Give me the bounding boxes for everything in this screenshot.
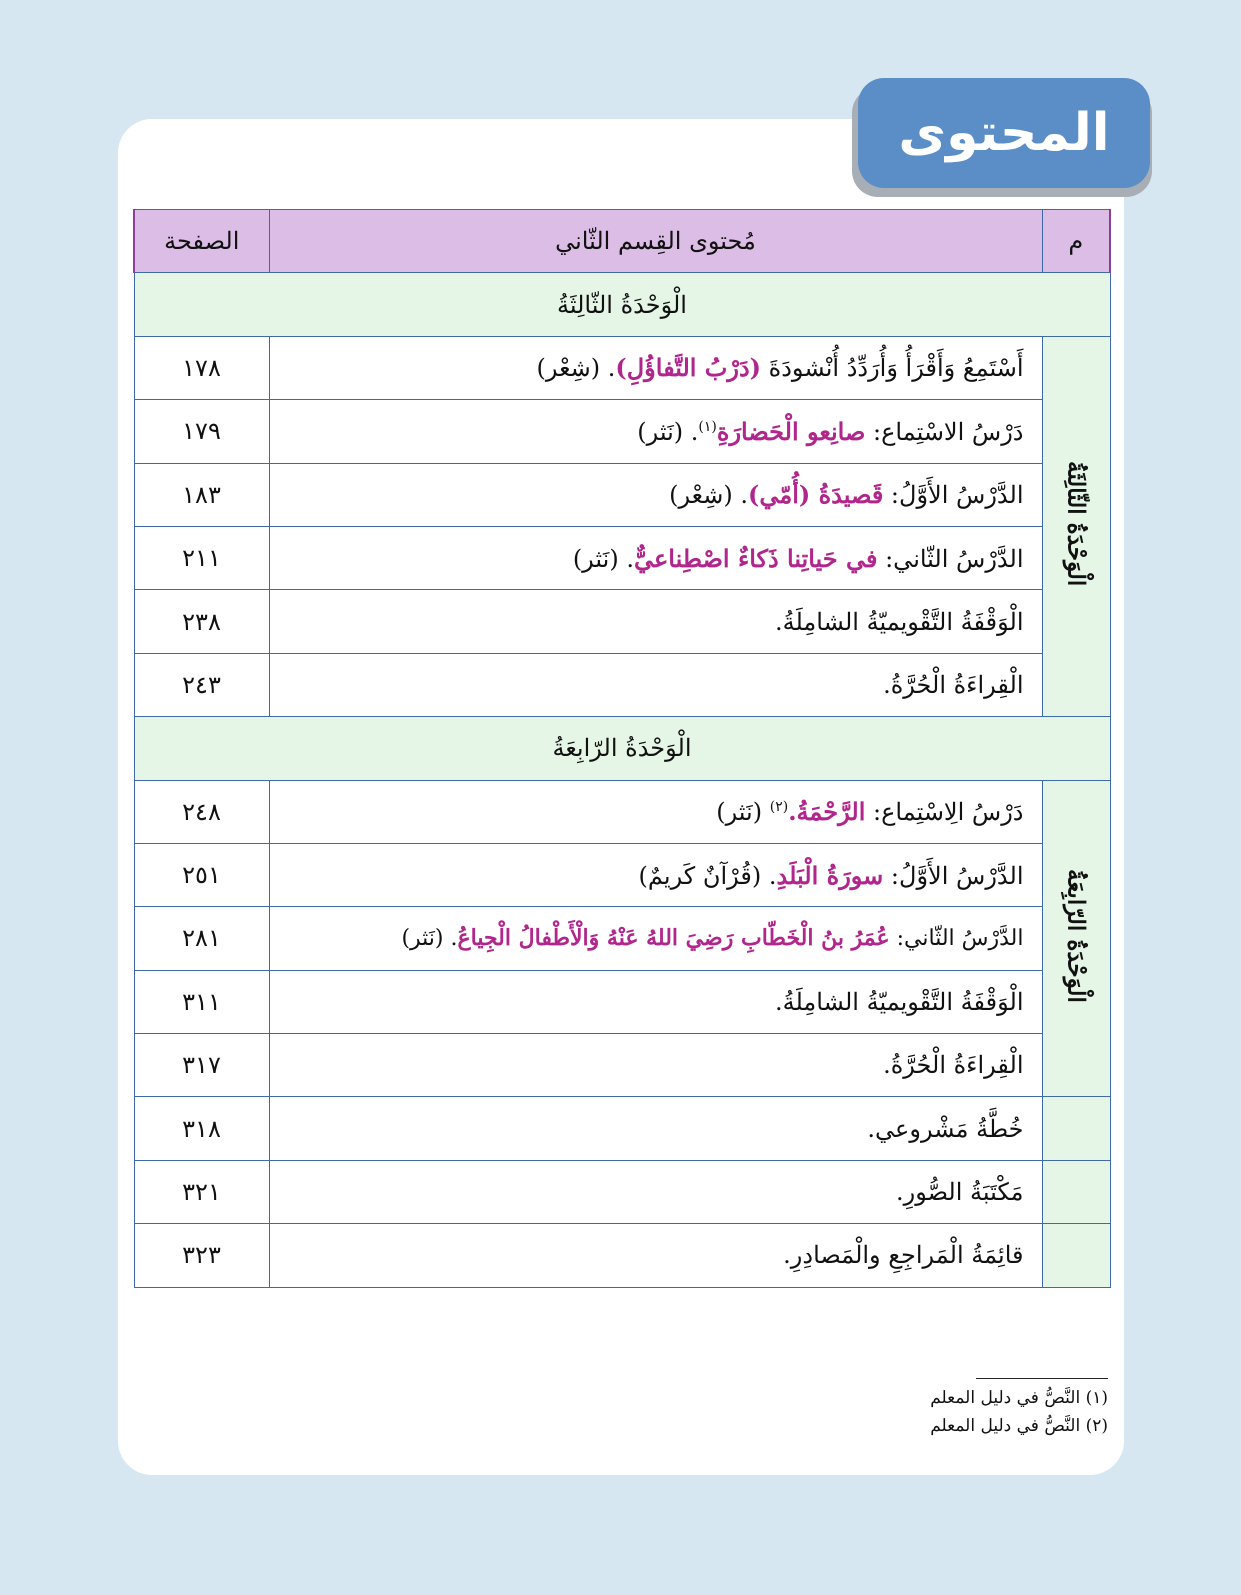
table-row [134,1034,1110,1097]
page-number: ٣١١ [134,970,269,1033]
lesson-highlight: صانِعو الْحَضارَةِ [716,416,866,446]
lesson-prefix: الدَّرْسُ الأَوَّلُ: [883,861,1024,890]
page-number: ٢٤٨ [134,780,269,843]
lesson-prefix: الدَّرْسُ الأَوَّلُ: [883,481,1024,510]
table-row [134,1097,1110,1160]
lesson-title[interactable]: الْقِراءَةُ الْحُرَّةُ. [269,1034,1042,1097]
table-row [134,590,1110,653]
lesson-title[interactable] [269,843,1042,906]
lesson-prefix: دَرْسُ الِاسْتِماع: [865,798,1024,827]
footnote-ref: (١) [698,418,717,435]
lesson-prefix: أَسْتَمِعُ وَأَقْرَأُ وَأُرَدِّدُ أُنْشودَةَ [761,354,1024,383]
lesson-highlight: سورَةُ الْبَلَدِ [776,860,884,890]
lesson-title[interactable] [269,907,1042,970]
lesson-title[interactable] [269,780,1042,843]
table-row [134,1224,1110,1287]
lesson-title[interactable] [269,463,1042,526]
lesson-highlight: الرَّحْمَةُ. [788,797,866,827]
header-page: الصفحة [134,210,269,273]
unit-band: الْوَحْدَةُ الرّابِعَةُ [134,717,1110,780]
table-row [134,526,1110,589]
header-index: م [1042,210,1110,273]
lesson-suffix: . (نَثر) [401,926,458,952]
table-row [134,463,1110,526]
footnote-ref: (٢) [769,799,789,816]
empty-index-cell [1042,1224,1110,1287]
unit-band-row [134,717,1110,780]
footnote-divider [976,1378,1108,1379]
unit-side-label-text: الْوَحْدَةُ الرّابِعَةُ [1062,868,1090,1003]
lesson-title[interactable] [269,526,1042,589]
page-number: ٢٨١ [134,907,269,970]
page-number: ١٨٣ [134,463,269,526]
lesson-suffix: . (شِعْر) [669,481,748,510]
lesson-highlight: في حَياتِنا ذَكاءٌ اصْطِناعيٌّ [633,543,878,573]
lesson-suffix: . (نَثر) [572,544,634,573]
lesson-prefix: دَرْسُ الاسْتِماع: [865,417,1024,446]
empty-index-cell [1042,1160,1110,1223]
table-row [134,780,1110,843]
unit-band-row [134,273,1110,336]
lesson-title[interactable]: الْقِراءَةُ الْحُرَّةُ. [269,653,1042,716]
lesson-highlight: عُمَرُ بنُ الْخَطّابِ رَضِيَ اللهُ عَنْهُ وَالْأَطْفالُ الْجِياعُ [457,925,890,952]
footnotes [708,1384,1108,1440]
table-row [134,336,1110,399]
unit-band: الْوَحْدَةُ الثّالِثَةُ [134,273,1110,336]
unit-side-label-text: الْوَحْدَةُ الثّالِثَةُ [1062,460,1090,587]
appendix-title[interactable]: قائِمَةُ الْمَراجِعِ والْمَصادِرِ. [269,1224,1042,1287]
table-row [134,400,1110,463]
page-number: ٢٥١ [134,843,269,906]
contents-table [133,209,1111,1288]
page-number: ٢١١ [134,526,269,589]
lesson-prefix: الدَّرْسُ الثّاني: [877,544,1024,573]
appendix-title[interactable]: مَكْتَبَةُ الصُّورِ. [269,1160,1042,1223]
table-row [134,907,1110,970]
page-number: ٣١٧ [134,1034,269,1097]
footnote-1: (١) النَّصُّ في دليل المعلم [930,1388,1108,1408]
page-number: ٣١٨ [134,1097,269,1160]
lesson-prefix: الدَّرْسُ الثّاني: [889,926,1024,952]
lesson-highlight: (دَرْبُ التَّفاؤُلِ) [615,353,762,383]
lesson-suffix: . (نَثر) [637,417,699,446]
table-row [134,843,1110,906]
page-number: ٢٣٨ [134,590,269,653]
empty-index-cell [1042,1097,1110,1160]
page-number: ٢٤٣ [134,653,269,716]
lesson-title[interactable]: الْوَقْفَةُ التَّقْويميّةُ الشامِلَةُ. [269,970,1042,1033]
lesson-suffix: . (شِعْر) [536,354,616,383]
page-number: ١٧٩ [134,400,269,463]
table-row [134,653,1110,716]
lesson-highlight: قَصيدَةُ (أُمّي) [748,480,884,510]
table-row [134,1160,1110,1223]
page-title: المحتوى [858,78,1150,188]
page-number: ١٧٨ [134,336,269,399]
page-number: ٣٢١ [134,1160,269,1223]
header-row [134,210,1110,273]
lesson-suffix: (نَثر) [716,798,770,827]
page-number: ٣٢٣ [134,1224,269,1287]
footnote-2: (٢) النَّصُّ في دليل المعلم [930,1416,1108,1436]
unit-side-label [1042,780,1110,1097]
lesson-title[interactable] [269,400,1042,463]
appendix-title[interactable]: خُطَّةُ مَشْروعي. [269,1097,1042,1160]
table-row [134,970,1110,1033]
unit-side-label [1042,336,1110,716]
lesson-suffix: . (قُرْآنٌ كَريمٌ) [638,861,777,890]
lesson-title[interactable]: الْوَقْفَةُ التَّقْويميّةُ الشامِلَةُ. [269,590,1042,653]
lesson-title[interactable] [269,336,1042,399]
header-content: مُحتوى القِسم الثّاني [269,210,1042,273]
